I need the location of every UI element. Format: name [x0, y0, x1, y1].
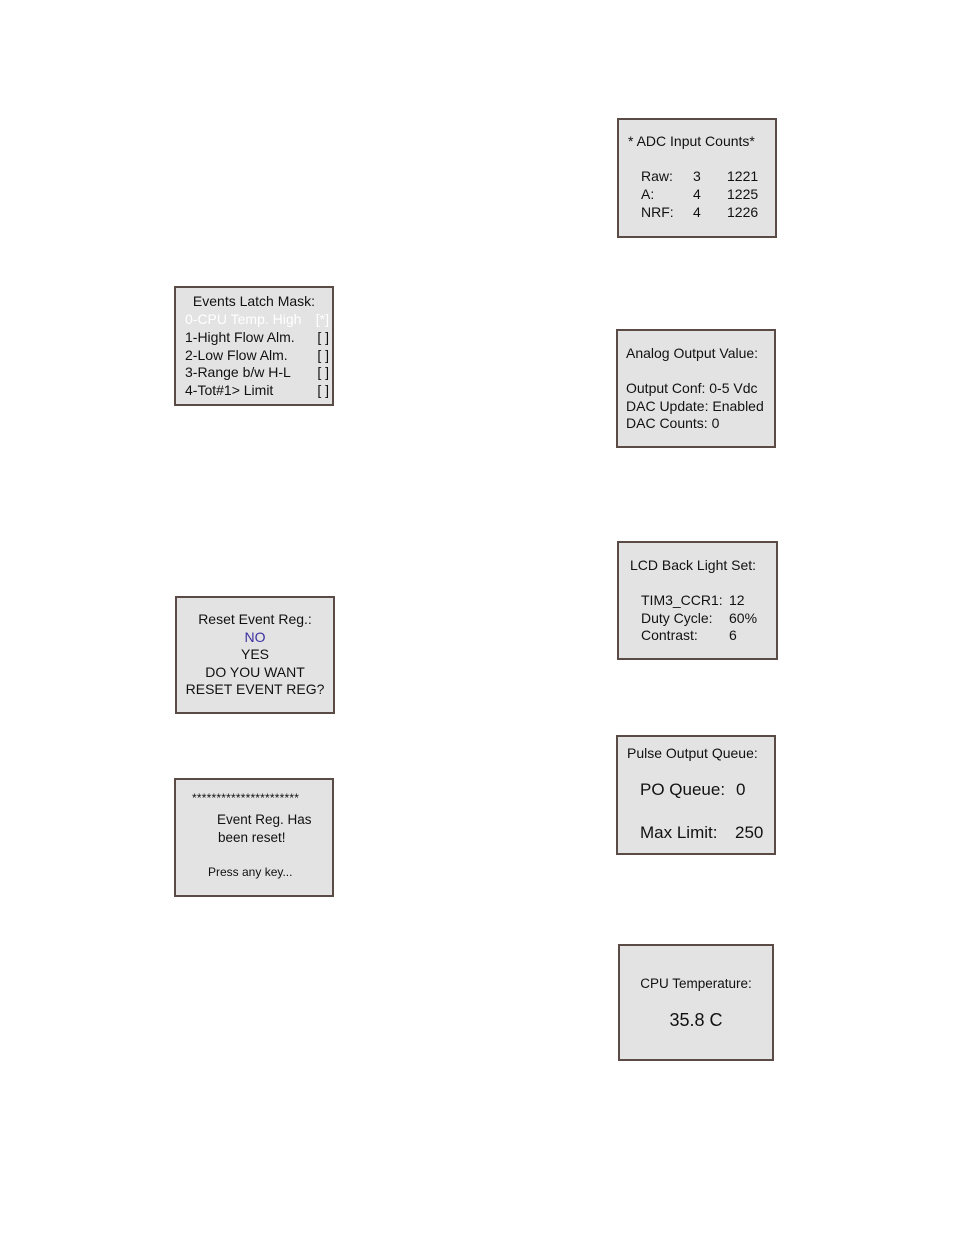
event-item-checkbox[interactable]: [ ]: [317, 364, 329, 380]
adc-row-channel: 3: [693, 168, 701, 184]
event-item-label: 4-Tot#1> Limit: [185, 382, 274, 398]
event-item-high-flow-alarm[interactable]: [185, 329, 329, 347]
cpu-temperature-title: CPU Temperature:: [640, 976, 752, 991]
po-queue-value: 0: [736, 780, 746, 799]
lcd-backlight-screen: [617, 541, 778, 660]
max-limit-label: Max Limit:: [640, 823, 718, 842]
lcd-backlight-title: LCD Back Light Set:: [630, 557, 757, 573]
pulse-output-queue-screen: [616, 735, 776, 855]
contrast-label: Contrast:: [641, 627, 698, 643]
adc-row-channel: 4: [693, 204, 701, 220]
event-item-checkbox[interactable]: [ ]: [317, 329, 329, 345]
duty-cycle-label: Duty Cycle:: [641, 610, 713, 626]
dac-update: DAC Update: Enabled: [626, 398, 764, 414]
event-item-checkbox[interactable]: [*]: [315, 311, 329, 327]
event-item-label: 3-Range b/w H-L: [185, 364, 291, 380]
event-item-checkbox[interactable]: [ ]: [317, 382, 329, 398]
adc-row-count: 1225: [727, 186, 759, 202]
stars-divider: **********************: [192, 791, 300, 805]
dac-counts: DAC Counts: 0: [626, 415, 720, 431]
confirm-question-line-1: DO YOU WANT: [205, 664, 305, 680]
reset-message-line-1: Event Reg. Has: [217, 812, 312, 827]
option-yes[interactable]: YES: [240, 646, 269, 662]
event-item-checkbox[interactable]: [ ]: [317, 347, 329, 363]
adc-row-name: Raw:: [641, 168, 673, 184]
adc-row-name: A:: [641, 186, 655, 202]
event-item-range-high-low[interactable]: [185, 364, 329, 382]
event-reset-done-screen: [174, 778, 334, 897]
cpu-temperature-value: 35.8 C: [669, 1010, 723, 1030]
events-latch-mask-title: Events Latch Mask:: [192, 293, 316, 309]
adc-title: * ADC Input Counts*: [628, 133, 755, 149]
po-queue-label: PO Queue:: [640, 780, 726, 799]
reset-event-reg-screen: [175, 596, 335, 714]
adc-row-channel: 4: [693, 186, 701, 202]
output-conf: Output Conf: 0-5 Vdc: [626, 380, 758, 396]
adc-input-counts-screen: [617, 118, 777, 238]
max-limit-value: 250: [735, 823, 764, 842]
events-latch-mask-screen: [174, 286, 334, 406]
option-no[interactable]: NO: [244, 629, 266, 645]
event-item-cpu-temp-high[interactable]: [185, 311, 329, 329]
event-item-label: 0-CPU Temp. High: [185, 311, 302, 327]
press-any-key-prompt: Press any key...: [208, 865, 293, 879]
reset-message-line-2: been reset!: [218, 830, 286, 845]
event-item-low-flow-alarm[interactable]: [185, 347, 329, 365]
analog-output-title: Analog Output Value:: [626, 345, 759, 361]
adc-row-count: 1226: [727, 204, 759, 220]
cpu-temperature-screen: [618, 944, 774, 1061]
adc-row-count: 1221: [727, 168, 759, 184]
reset-event-reg-title: Reset Event Reg.:: [198, 611, 312, 627]
confirm-question-line-2: RESET EVENT REG?: [185, 681, 325, 697]
pulse-output-queue-title: Pulse Output Queue:: [627, 745, 758, 761]
event-item-totalizer-limit[interactable]: [185, 382, 329, 400]
event-item-label: 2-Low Flow Alm.: [185, 347, 288, 363]
adc-row-name: NRF:: [641, 204, 674, 220]
analog-output-screen: [616, 329, 776, 448]
contrast-value: 6: [729, 627, 737, 643]
event-item-label: 1-Hight Flow Alm.: [185, 329, 295, 345]
tim3-ccr1-label: TIM3_CCR1:: [641, 592, 723, 608]
duty-cycle-value: 60%: [729, 610, 758, 626]
tim3-ccr1-value: 12: [729, 592, 745, 608]
